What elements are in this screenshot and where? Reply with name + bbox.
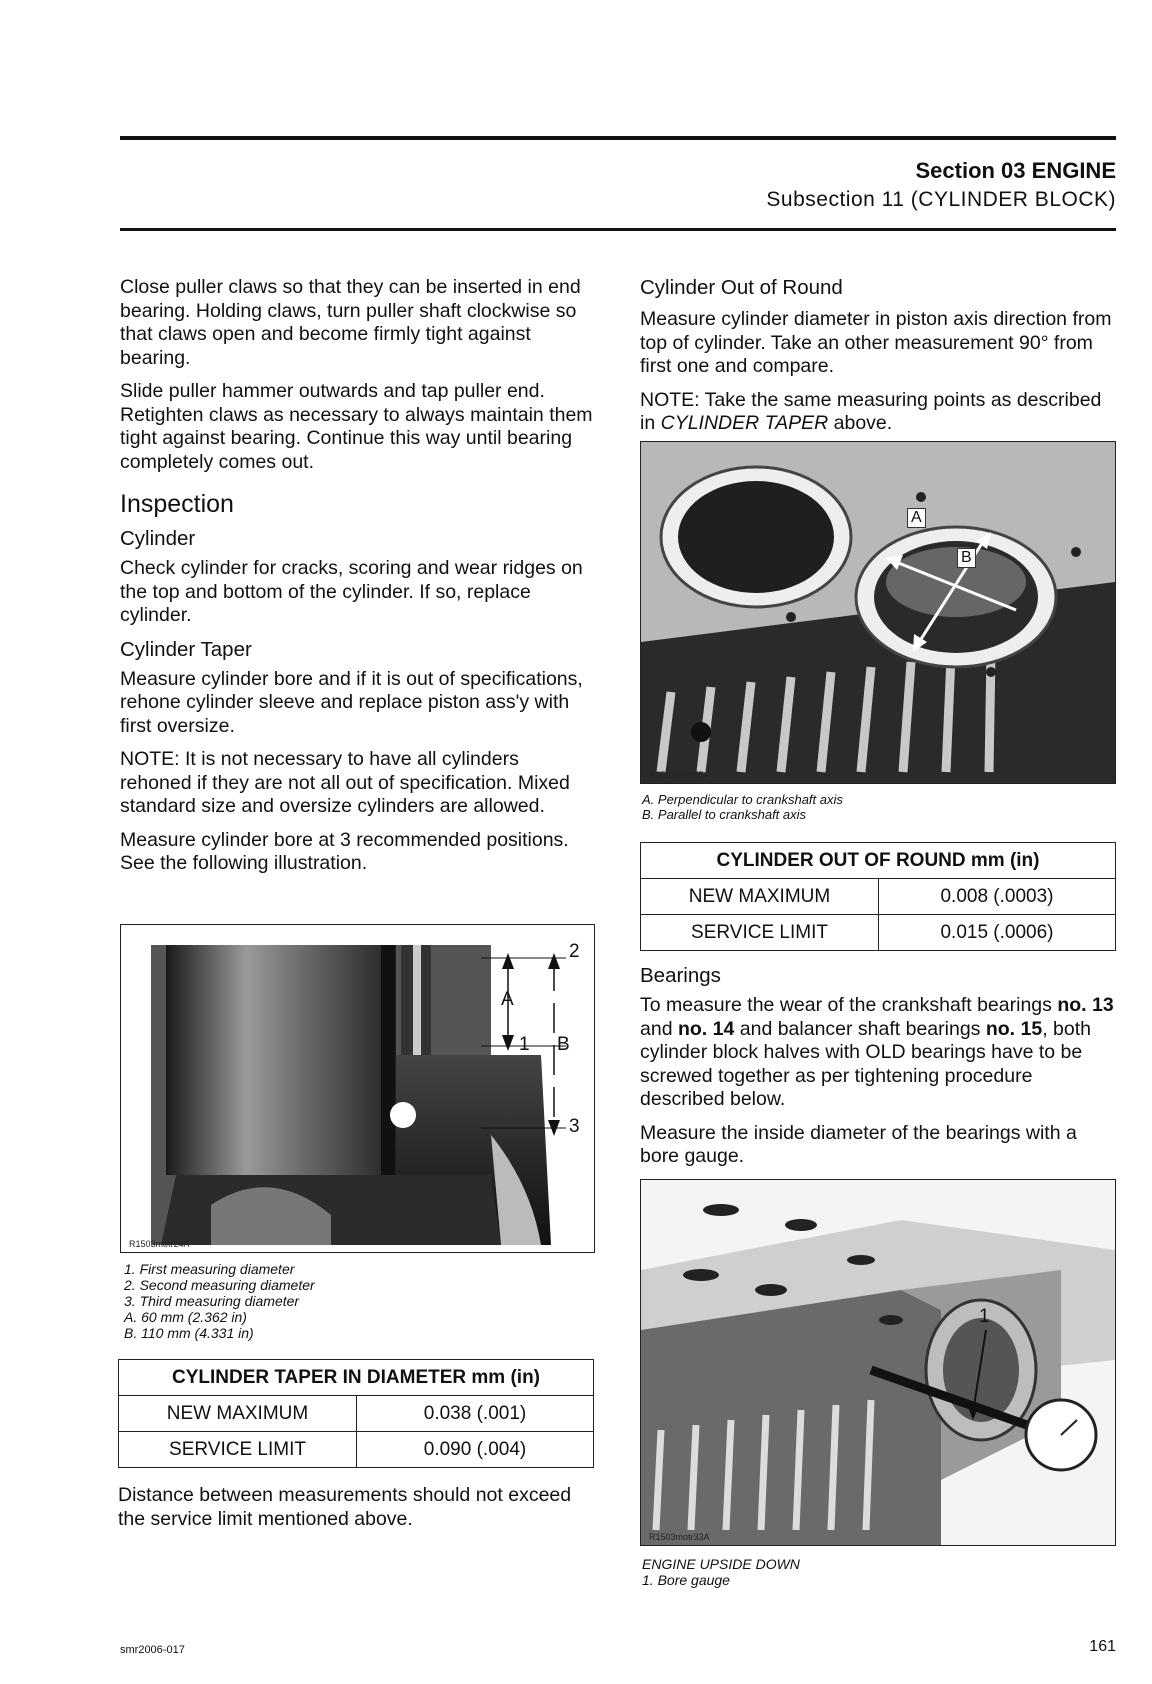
bearing-number: no. 13 [1057,994,1114,1016]
table-cell-label: NEW MAXIMUM [119,1396,357,1432]
cylinder-measurement-figure [120,924,595,1253]
figure-caption: ENGINE UPSIDE DOWN [642,1556,800,1572]
figure-id: R1503motr25A [649,770,710,780]
table-cell-label: NEW MAXIMUM [641,879,879,915]
note-label: NOTE: [640,388,700,411]
note-text: Take the same measuring points as described in [640,388,1102,434]
footer-code: smr2006-017 [120,1644,185,1656]
note-text: above. [833,412,893,434]
legend-item: A. Perpendicular to crankshaft axis [642,792,843,807]
table-cell-value: 0.015 (.0006) [879,915,1116,951]
cylinder-cross-section-illustration [121,925,594,1252]
cylinder-out-of-round-table [640,842,1116,951]
page-number: 161 [1089,1638,1116,1655]
paragraph: Measure cylinder diameter in piston axis direction from top of cylinder. Take an other measurement 90° from first one and compare. [640,308,1112,377]
callout-b: B [957,548,976,568]
inspection-heading: Inspection [120,490,234,518]
paragraph [640,994,1116,1112]
legend-item: B. Parallel to crankshaft axis [642,807,807,822]
table-cell-label: SERVICE LIMIT [119,1432,357,1468]
bearings-heading: Bearings [640,964,721,987]
callout-a: A [907,508,926,528]
note [640,389,1116,436]
table-cell-value: 0.008 (.0003) [879,879,1116,915]
legend-item: A. 60 mm (2.362 in) [124,1309,247,1325]
table-cell-label: SERVICE LIMIT [641,915,879,951]
cylinder-taper-table [118,1359,594,1468]
paragraph: Close puller claws so that they can be inserted in end bearing. Holding claws, turn puller shaft clockwise so that claws open and become firmly tight against bearing. [120,276,581,369]
legend-item: 1. Bore gauge [642,1572,730,1588]
cylinder-taper-heading: Cylinder Taper [120,637,252,661]
figure-legend [642,792,843,822]
left-column [120,276,594,886]
legend-item: 3. Third measuring diameter [124,1293,300,1309]
legend-item: 1. First measuring diameter [124,1261,295,1277]
legend-item: 2. Second measuring diameter [124,1277,315,1293]
header-top-rule [120,136,1116,140]
table-row [641,879,1116,915]
figure-legend [124,1261,315,1341]
engine-bore-gauge-illustration [641,1180,1115,1545]
cylinder-heading: Cylinder [120,527,196,550]
section-title: Section 03 ENGINE [915,158,1116,183]
callout-2: 2 [569,941,580,962]
callout-a: A [501,989,514,1010]
text: To measure the wear of the crankshaft bearings [640,994,1052,1016]
note-label: NOTE: [120,748,180,770]
table-title: CYLINDER OUT OF ROUND mm (in) [641,843,1116,879]
legend-item: B. 110 mm (4.331 in) [124,1325,254,1341]
paragraph: Check cylinder for cracks, scoring and wear ridges on the top and bottom of the cylinder. If so, replace cylinder. [120,557,583,626]
callout-b: B [557,1034,570,1055]
bore-gauge-figure [640,1179,1116,1546]
text: , both cylinder block halves with OLD bearings have to be screwed together as per tightening procedure described below. [640,1017,1091,1110]
table-row [641,915,1116,951]
text: and [640,1017,673,1040]
figure-id: R1503motr24A [129,1239,190,1249]
paragraph: Slide puller hammer outwards and tap puller end. Retighten claws as necessary to always maintain them tight against bearing. Continue this way until bearing completely comes out. [120,380,593,473]
out-of-round-figure [640,441,1116,784]
paragraph: Measure cylinder bore at 3 recommended positions. See the following illustration. [120,828,569,874]
table-title: CYLINDER TAPER IN DIAMETER mm (in) [119,1360,594,1396]
figure-legend [642,1556,800,1588]
paragraph: Distance between measurements should not exceed the service limit mentioned above. [118,1484,572,1530]
left-column-bottom [118,1484,594,1541]
paragraph: Measure cylinder bore and if it is out of specifications, rehone cylinder sleeve and replace piston ass'y with first oversize. [120,667,583,737]
callout-1: 1 [979,1306,990,1327]
note-text: It is not necessary to have all cylinders rehoned if they are not all out of specification. Mixed standard size and oversize cylinders are allowed. [120,748,570,817]
cylinder-block-illustration [641,442,1115,783]
table-row [119,1396,594,1432]
paragraph: Measure the inside diameter of the bearings with a bore gauge. [640,1121,1077,1167]
subsection-title: Subsection 11 (CYLINDER BLOCK) [766,188,1116,211]
callout-1: 1 [519,1034,530,1055]
bearing-number: no. 14 [677,1017,735,1040]
out-of-round-heading: Cylinder Out of Round [640,276,843,299]
note [120,748,594,819]
text: and balancer shaft bearings [739,1017,981,1040]
callout-3: 3 [569,1116,580,1137]
figure-id: R1503motr33A [649,1532,710,1542]
table-cell-value: 0.038 (.001) [357,1396,594,1432]
right-column [640,276,1116,446]
bearing-number: no. 15 [985,1017,1043,1040]
note-reference: CYLINDER TAPER [660,412,829,434]
header-bottom-rule [120,228,1116,231]
right-column-bearings [640,964,1116,1179]
table-row [119,1432,594,1468]
table-cell-value: 0.090 (.004) [357,1432,594,1468]
